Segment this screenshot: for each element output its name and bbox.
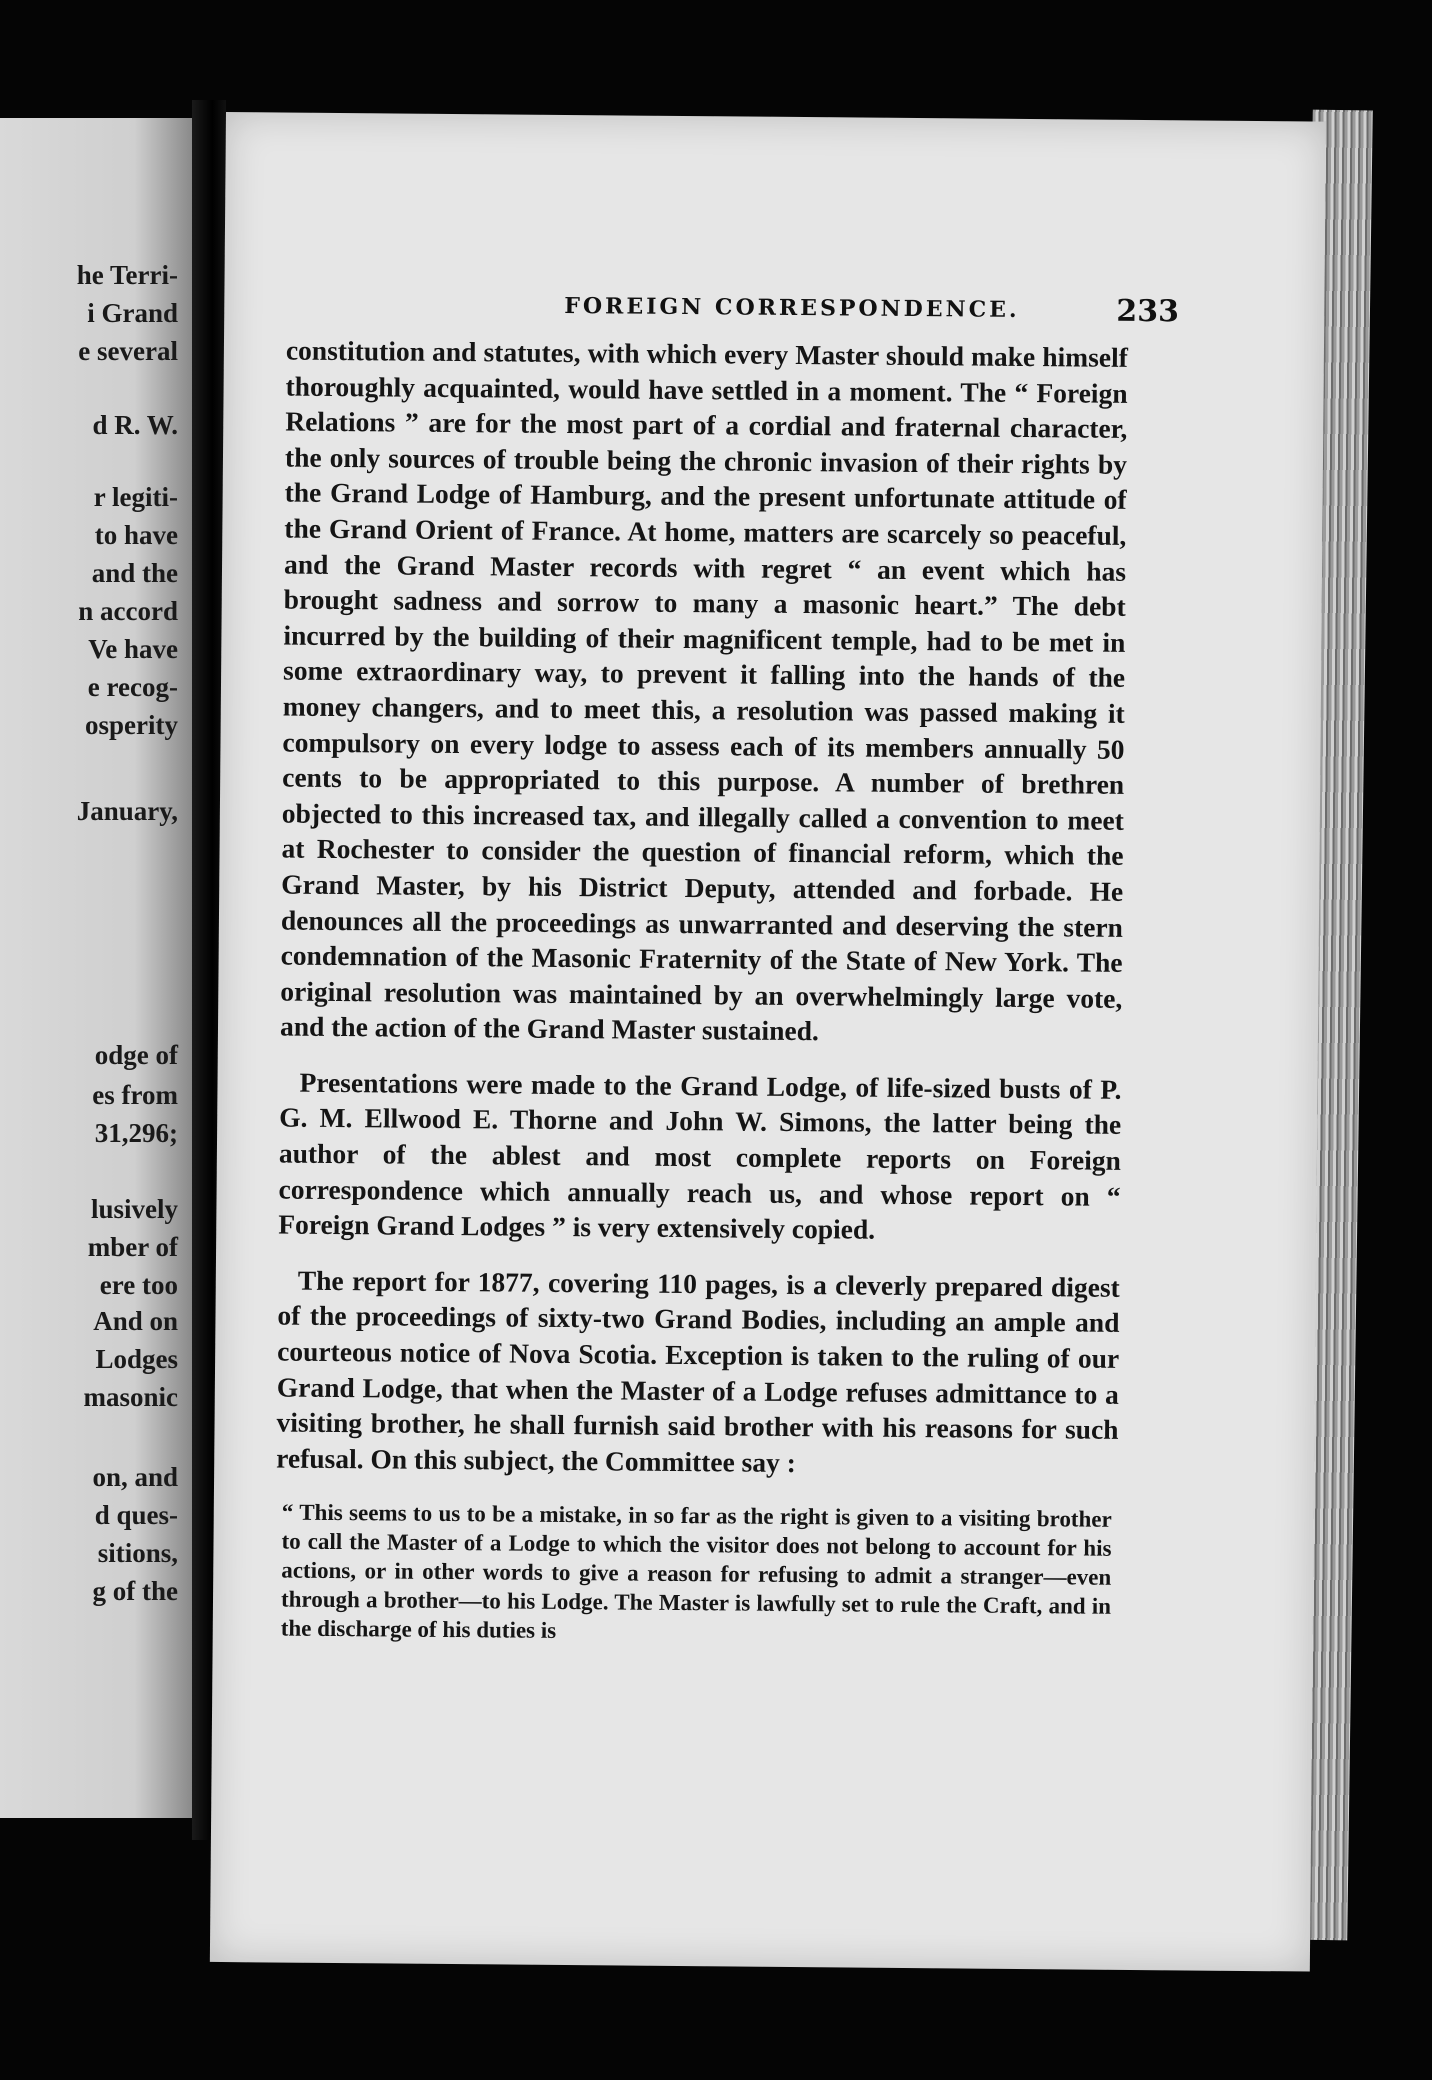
page-number: 233 xyxy=(1116,293,1180,330)
left-page-line: And on xyxy=(93,1306,178,1336)
left-page xyxy=(0,118,192,1818)
paragraph: Presentations were made to the Grand Lodge, of life-sized busts of P. G. M. Ellwood E. Thorne and John W. Simons, the latter being the author of the ablest and most complete reports on Foreign correspondence which annually reach us, and whose report on “ Foreign Grand Lodges ” is very extensively copied. xyxy=(278,1066,1122,1245)
left-page-line: to have xyxy=(94,520,178,550)
left-page-line: ere too xyxy=(99,1270,178,1300)
left-page-line: e several xyxy=(78,336,178,366)
left-page-line: masonic xyxy=(83,1382,178,1412)
left-page-line: and the xyxy=(91,558,178,588)
left-page-line: January, xyxy=(76,796,178,826)
left-page-line: odge of xyxy=(94,1040,178,1070)
left-page-line: sitions, xyxy=(97,1538,178,1568)
running-head xyxy=(224,290,1324,340)
running-head-title: FOREIGN CORRESPONDENCE. xyxy=(564,292,1020,323)
right-page xyxy=(210,112,1326,1972)
left-page-line: Lodges xyxy=(95,1344,178,1374)
left-page-line: n accord xyxy=(78,596,178,626)
body-text xyxy=(274,333,1128,1674)
left-page-line: he Terri- xyxy=(76,260,178,290)
left-page-line: Ve have xyxy=(88,634,178,664)
left-page-line: i Grand xyxy=(87,298,178,328)
left-page-line: g of the xyxy=(92,1576,178,1606)
left-page-line: on, and xyxy=(92,1462,178,1492)
left-page-line: r legiti- xyxy=(93,482,178,512)
left-page-line: osperity xyxy=(85,710,178,740)
left-page-line: 31,296; xyxy=(94,1118,178,1148)
block-quote: “ This seems to us to be a mistake, in so far as the right is given to a visiting brother to call the Master of a Lodge to which the visitor does not belong to account for his actions, or in other words to give a reason for refusing to admit a stranger—even through a brother—to his Lodge. The Master is lawfully set to rule the Craft, and in the discharge of his duties is xyxy=(280,1499,1112,1644)
paragraph: The report for 1877, covering 110 pages, is a cleverly prepared digest of the proceedings of sixty-two Grand Bodies, including an ample and courteous notice of Nova Scotia. Exception is taken to the ruling of our Grand Lodge, that when the Master of a Lodge refuses admittance to a visiting brother, he shall furnish said brother with his reasons for such refusal. On this subject, the Committee say : xyxy=(276,1264,1120,1478)
left-page-line: mber of xyxy=(87,1232,178,1262)
left-page-line: d R. W. xyxy=(92,410,178,440)
left-page-line: d ques- xyxy=(94,1500,178,1530)
left-page-line: e recog- xyxy=(87,672,178,702)
paragraph: constitution and statutes, with which every Master should make himself thoroughly acquainted, would have settled in a moment. The “ Foreign Relations ” are for the most part of a cordial and fraternal character, the only sources of trouble being the chronic invasion of their rights by the Grand Lodge of Hamburg, and the present unfortunate attitude of the Grand Orient of France. At home, matters are scarcely so peaceful, and the Grand Master records with regret “ an event which has brought sadness and sorrow to many a masonic heart.” The debt incurred by the building of their magnificent temple, had to be met in some extraordinary way, to prevent it falling into the hands of the money changers, and to meet this, a resolution was passed making it compulsory on every lodge to assess each of its members annually 50 cents to be appropriated to this purpose. A number of brethren objected to this increased tax, and illegally called a convention to meet at Rochester to consider the question of financial reform, which the Grand Master, by his District Deputy, attended and forbade. He denounces all the proceedings as unwarranted and deserving the stern condemnation of the Masonic Fraternity of the State of New York. The original resolution was maintained by an overwhelmingly large vote, and the action of the Grand Master sustained. xyxy=(279,334,1129,1047)
left-page-line: es from xyxy=(92,1080,178,1110)
left-page-line: lusively xyxy=(90,1194,178,1224)
